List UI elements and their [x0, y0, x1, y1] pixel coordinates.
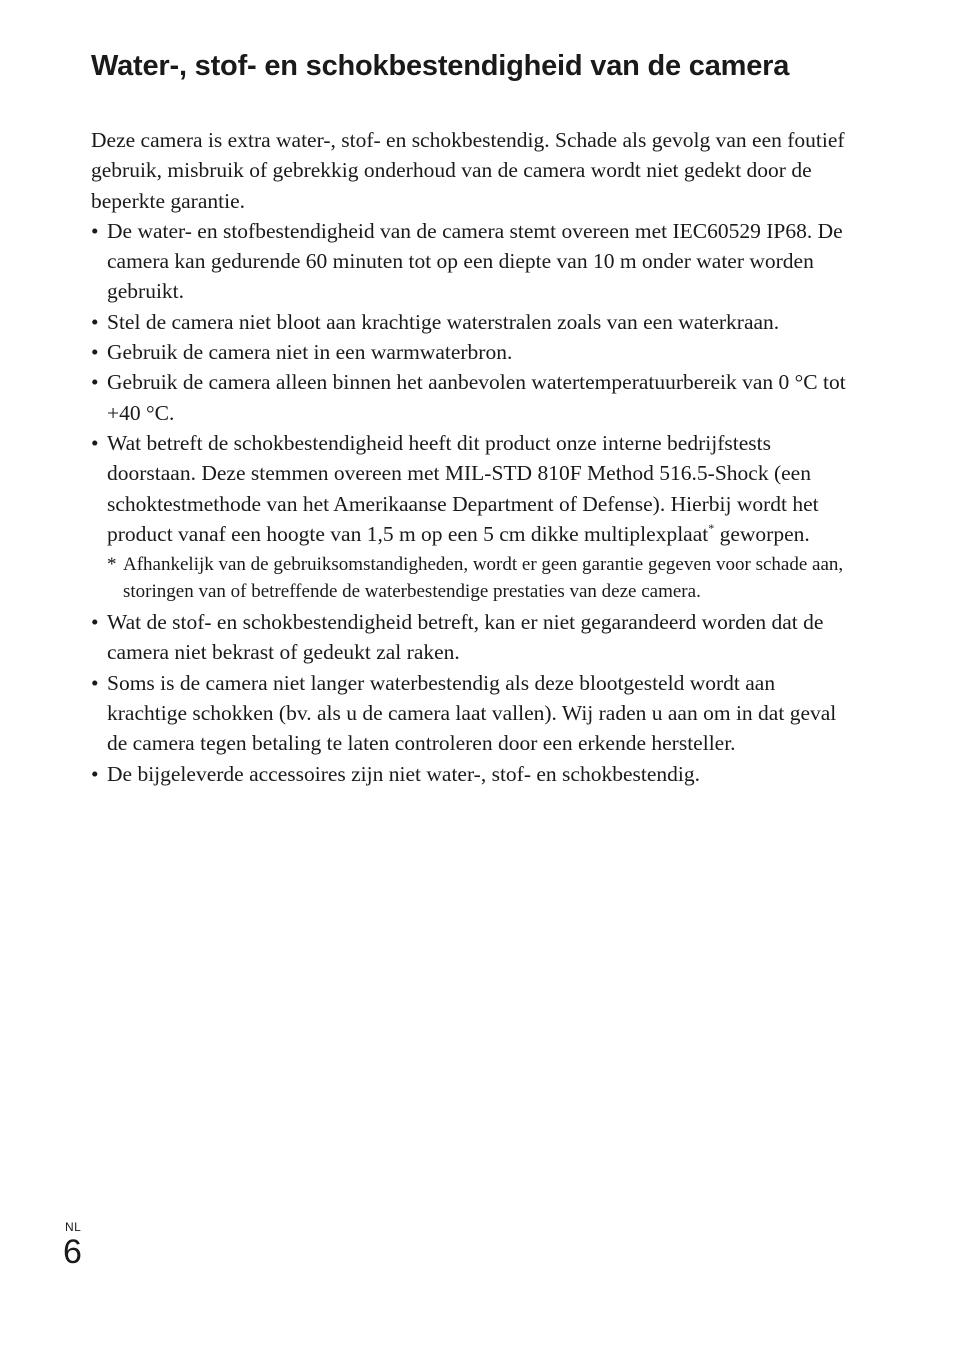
list-item	[91, 607, 851, 668]
footnote-reference: *	[708, 520, 715, 535]
list-item	[91, 759, 851, 789]
list-item	[91, 307, 851, 337]
list-item-text: Wat betreft de schokbestendigheid heeft dit product onze interne bedrijfstests doorstaan. Deze stemmen overeen met MIL-STD 810F Method 516.5-Shock (een schoktestmethode van het Amerikaanse Department of Defense). Hierbij wordt het product vanaf een hoogte van 1,5 m op een 5 cm dikke multiplexplaat	[107, 430, 819, 546]
bullet-mark: •	[91, 610, 99, 635]
language-code: NL	[65, 1220, 82, 1234]
list-item-text: Soms is de camera niet langer waterbestendig als deze blootgesteld wordt aan krachtige schokken (bv. als u de camera laat vallen). Wij raden u aan om in dat geval de camera tegen betaling te laten controleren door een erkende hersteller.	[107, 670, 837, 756]
bullet-mark: •	[91, 309, 99, 334]
intro-paragraph: Deze camera is extra water-, stof- en schokbestendig. Schade als gevolg van een foutief gebruik, misbruik of gebrekkig onderhoud van de camera wordt niet gedekt door de beperkte garantie.	[91, 128, 845, 213]
list-item-text: Gebruik de camera niet in een warmwaterbron.	[107, 340, 513, 365]
list-item	[91, 668, 851, 759]
list-item	[91, 367, 851, 428]
list-item	[91, 337, 851, 367]
footnote-text: Afhankelijk van de gebruiksomstandigheden, wordt er geen garantie gegeven voor schade aan, storingen van of betreffende de waterbestendige prestaties van deze camera.	[123, 554, 844, 603]
footnote-mark: *	[107, 554, 117, 576]
page-title: Water-, stof- en schokbestendigheid van de camera	[91, 50, 790, 82]
page-number: 6	[63, 1233, 82, 1271]
bullet-list	[91, 216, 851, 789]
list-item-text: Wat de stof- en schokbestendigheid betreft, kan er niet gegarandeerd worden dat de camera niet bekrast of gedeukt zal raken.	[107, 610, 824, 665]
bullet-mark: •	[91, 370, 99, 395]
list-item-text: Stel de camera niet bloot aan krachtige waterstralen zoals van een waterkraan.	[107, 309, 780, 334]
main-content	[91, 125, 851, 789]
list-item-text-end: geworpen.	[714, 521, 810, 546]
bullet-mark: •	[91, 340, 99, 365]
list-item	[91, 216, 851, 307]
footnote	[91, 551, 851, 605]
list-item-text: Gebruik de camera alleen binnen het aanbevolen watertemperatuurbereik van 0 °C tot +40 °C.	[107, 370, 846, 425]
bullet-mark: •	[91, 430, 99, 455]
bullet-mark: •	[91, 761, 99, 786]
list-item-text: De water- en stofbestendigheid van de camera stemt overeen met IEC60529 IP68. De camera kan gedurende 60 minuten tot op een diepte van 10 m onder water worden gebruikt.	[107, 218, 843, 304]
bullet-mark: •	[91, 218, 99, 243]
bullet-mark: •	[91, 670, 99, 695]
list-item	[91, 428, 851, 549]
list-item-text: De bijgeleverde accessoires zijn niet water-, stof- en schokbestendig.	[107, 761, 700, 786]
